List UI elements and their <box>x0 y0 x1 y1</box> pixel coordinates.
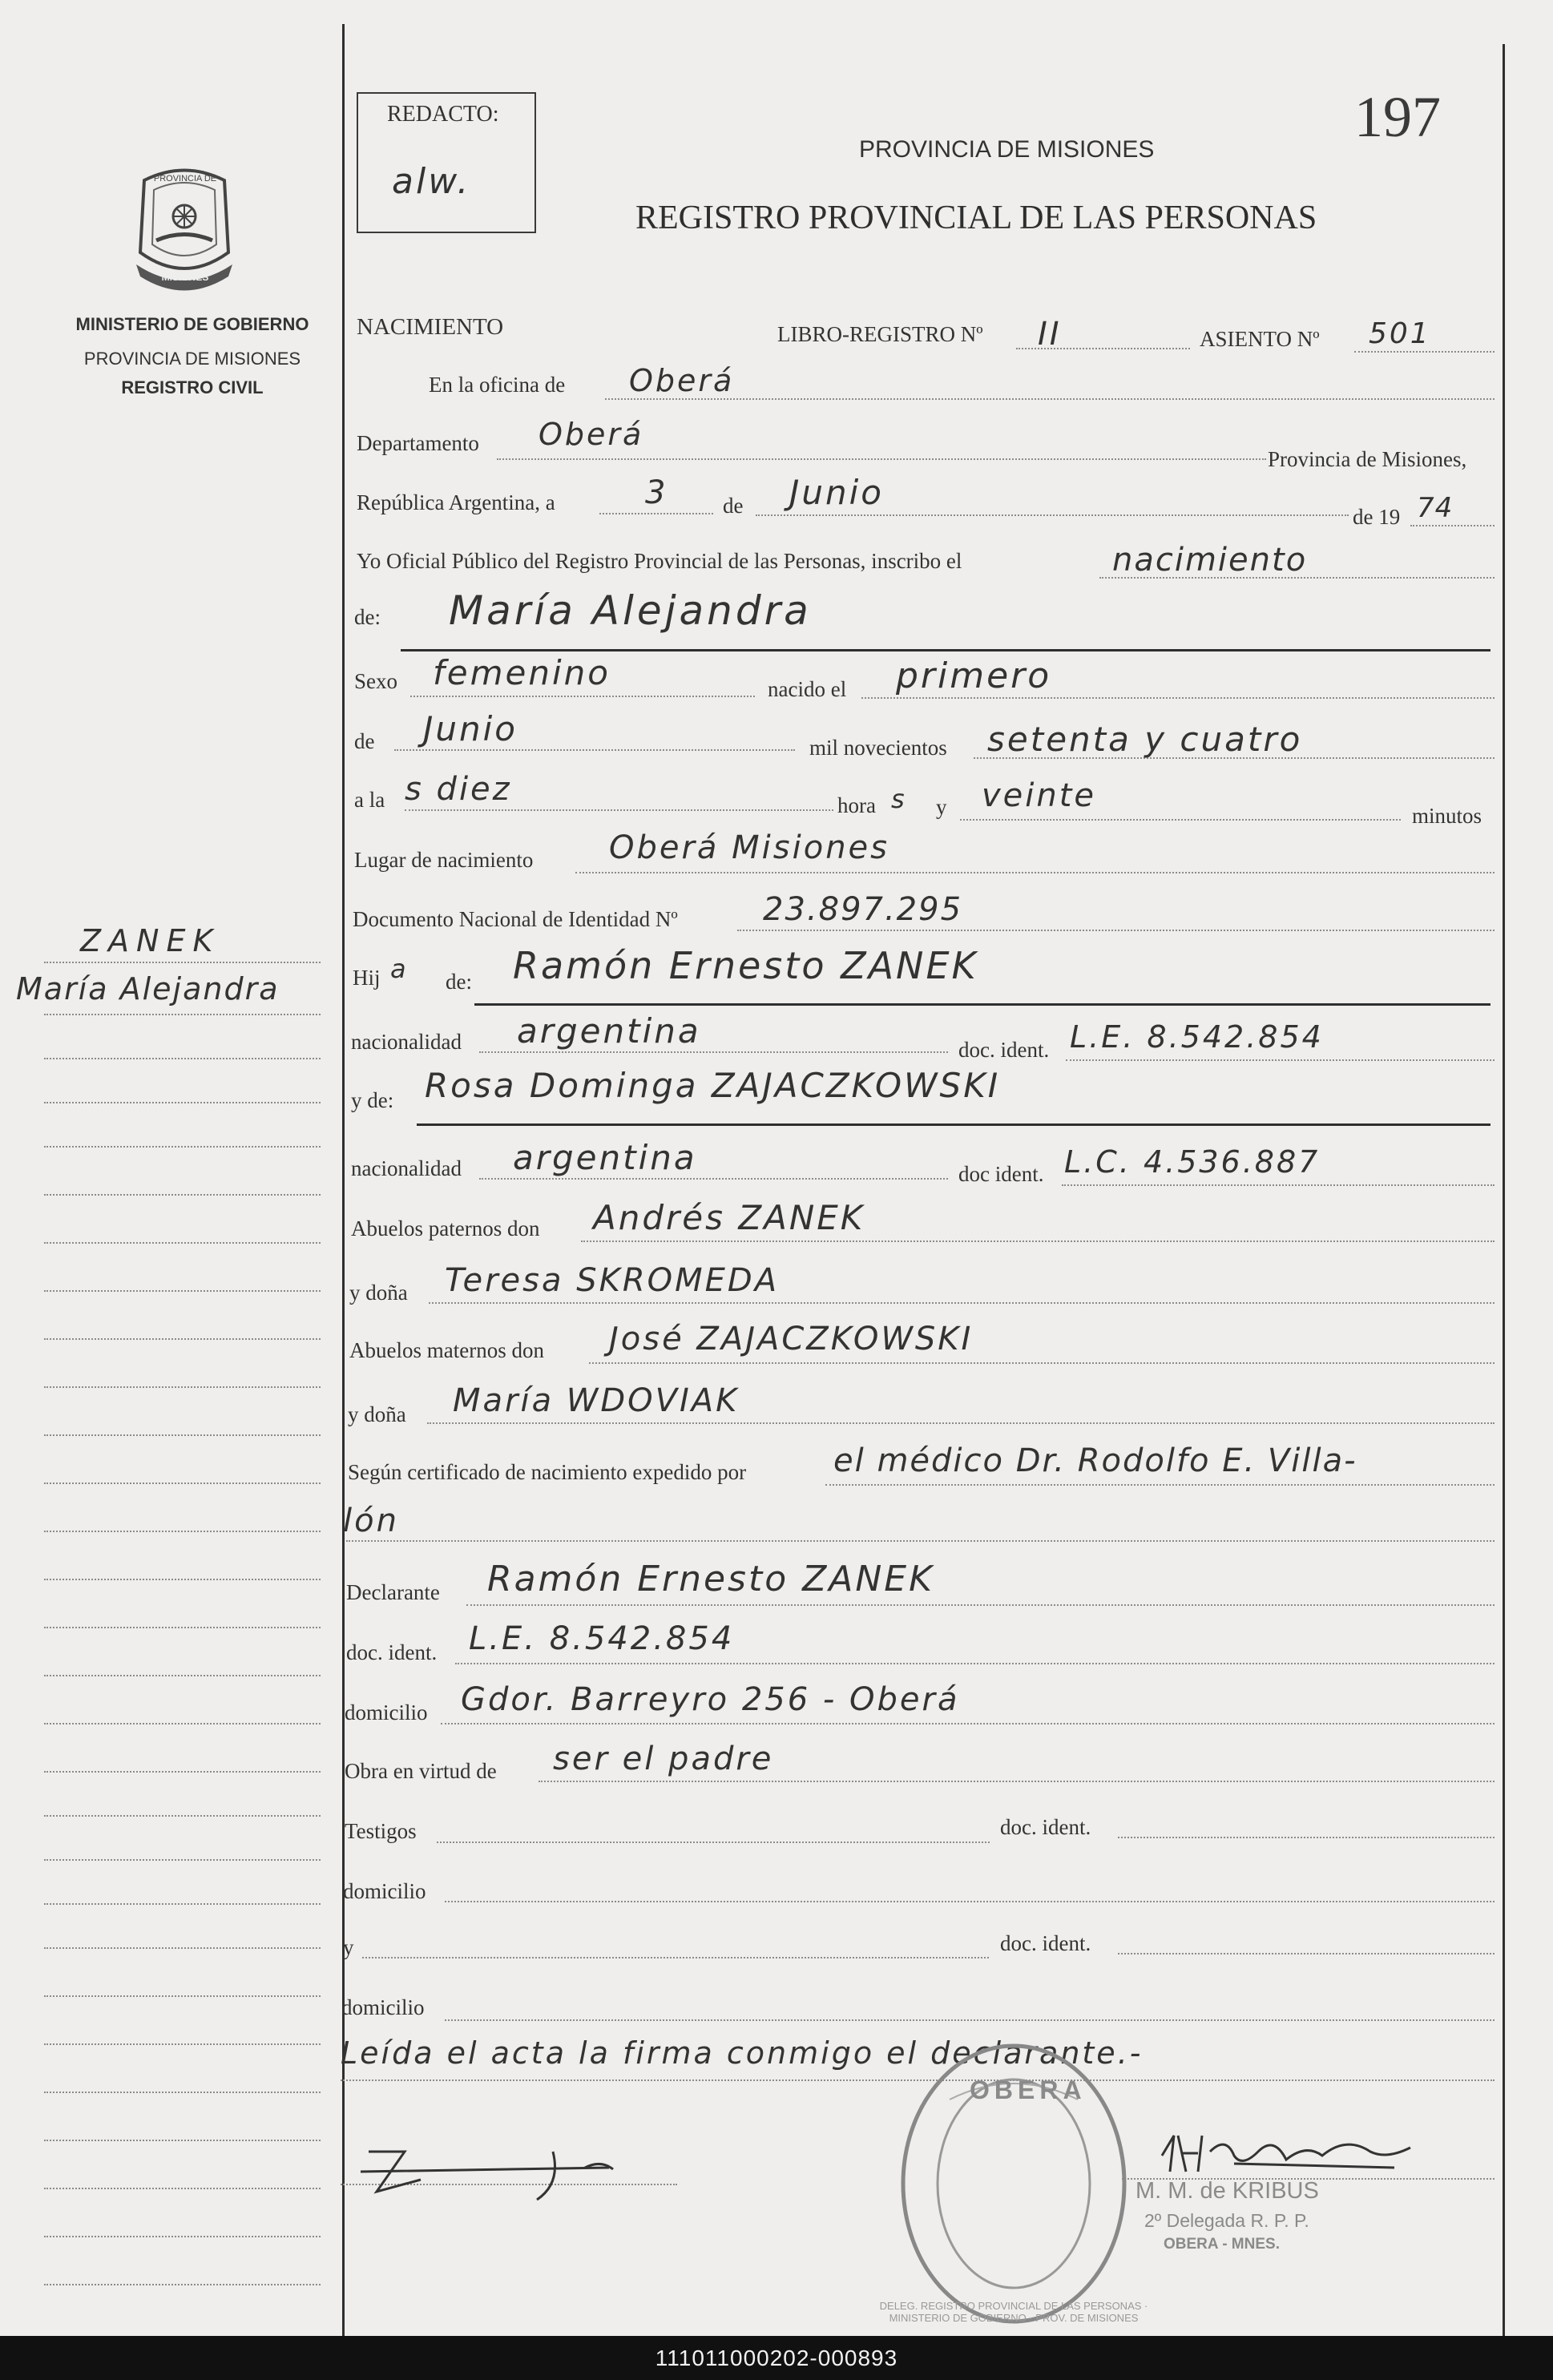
domicilio3-label: domicilio <box>341 1995 425 2019</box>
month2-value: Junio <box>423 709 518 748</box>
doc2-label: doc ident. <box>958 1162 1044 1186</box>
testigos-label: Testigos <box>345 1819 417 1843</box>
departamento-label: Departamento <box>357 431 479 455</box>
hij-label: Hij <box>353 966 381 990</box>
margin-surname: ZANEK <box>80 923 220 958</box>
doc1-label: doc. ident. <box>958 1038 1050 1062</box>
abuelos-maternos-label: Abuelos maternos don <box>349 1338 544 1362</box>
libro-value: II <box>1038 316 1062 353</box>
hour-value: s diez <box>405 771 512 808</box>
nacionalidad2-label: nacionalidad <box>351 1156 462 1180</box>
dni-value: 23.897.295 <box>763 891 963 928</box>
lugar-label: Lugar de nacimiento <box>354 848 534 872</box>
month-value: Junio <box>789 473 884 512</box>
right-vertical-rule <box>1503 44 1505 2336</box>
redacto-value: alw. <box>392 161 471 202</box>
minutos-label: minutos <box>1412 804 1482 828</box>
doc-declarante-value: L.E. 8.542.854 <box>469 1620 735 1657</box>
hij-de-label: de: <box>446 970 472 994</box>
lugar-value: Oberá Misiones <box>609 829 890 866</box>
ministry-label: MINISTERIO DE GOBIERNO <box>75 314 309 334</box>
margin-given-name: María Alejandra <box>16 971 280 1006</box>
yde-label: y de: <box>351 1088 394 1112</box>
redacto-box <box>357 92 536 233</box>
year-text-value: setenta y cuatro <box>987 720 1303 759</box>
abuelo-materno-value: José ZAJACZKOWSKI <box>609 1321 974 1357</box>
stamp-city: OBERA <box>970 2075 1087 2104</box>
record-type-label: NACIMIENTO <box>357 314 504 340</box>
nacionalidad1-label: nacionalidad <box>351 1030 462 1054</box>
abuelos-paternos-label: Abuelos paternos don <box>351 1216 540 1240</box>
departamento-value: Oberá <box>539 417 644 452</box>
sexo-value: femenino <box>433 653 611 692</box>
doc2-value: L.C. 4.536.887 <box>1064 1144 1321 1180</box>
declarant-signature-icon <box>345 2136 649 2208</box>
oficina-label: En la oficina de <box>429 373 566 397</box>
mother-name: Rosa Dominga ZAJACZKOWSKI <box>425 1066 1001 1105</box>
ala-label: a la <box>354 788 385 812</box>
provincia-suffix: Provincia de Misiones, <box>1268 447 1467 471</box>
nacionalidad1-value: argentina <box>517 1011 701 1051</box>
inscribo-value: nacimiento <box>1112 542 1308 579</box>
father-name: Ramón Ernesto ZANEK <box>513 944 978 987</box>
child-name: María Alejandra <box>449 587 812 634</box>
declarante-value: Ramón Ernesto ZANEK <box>487 1559 934 1599</box>
abuela-materna-value: María WDOVIAK <box>453 1382 740 1419</box>
year-value: 74 <box>1417 492 1454 524</box>
stamp-ring-text: DELEG. REGISTRO PROVINCIAL DE LAS PERSONAS · MINISTERIO DE GOBIERNO · PROV. DE MISIONES <box>879 2300 1148 2324</box>
left-vertical-rule <box>342 24 345 2336</box>
yo-oficial-text: Yo Oficial Público del Registro Provincial de las Personas, inscribo el <box>357 549 962 573</box>
asiento-label: ASIENTO Nº <box>1200 327 1320 351</box>
hij-suffix: a <box>390 954 409 984</box>
abuelo-paterno-value: Andrés ZANEK <box>593 1198 865 1237</box>
republica-label: República Argentina, a <box>357 490 555 514</box>
registry-label: REGISTRO CIVIL <box>121 377 264 397</box>
dona2-label: y doña <box>348 1402 406 1426</box>
hora-suffix: s <box>891 784 907 814</box>
day-value: 3 <box>645 474 668 511</box>
minutes-value: veinte <box>982 777 1097 814</box>
closing-statement: Leída el acta la firma conmigo el declarante.- <box>341 2035 1144 2071</box>
certificado-value: el médico Dr. Rodolfo E. Villa- <box>833 1442 1357 1479</box>
province-label: PROVINCIA DE MISIONES <box>83 349 301 369</box>
y-doc-label: doc. ident. <box>1000 1931 1091 1955</box>
year-prefix: de 19 <box>1353 505 1401 529</box>
sexo-label: Sexo <box>354 669 397 693</box>
domicilio-value: Gdor. Barreyro 256 - Oberá <box>461 1681 960 1718</box>
doc1-value: L.E. 8.542.854 <box>1070 1019 1324 1055</box>
official-name: M. M. de KRIBUS <box>1136 2178 1319 2204</box>
abuela-paterna-value: Teresa SKROMEDA <box>445 1262 780 1299</box>
official-place: OBERA - MNES. <box>1164 2236 1280 2253</box>
declarante-label: Declarante <box>346 1580 440 1604</box>
obra-value: ser el padre <box>553 1741 774 1777</box>
domicilio2-label: domicilio <box>343 1879 426 1903</box>
obra-label: Obra en virtud de <box>345 1759 497 1783</box>
doc-declarante-label: doc. ident. <box>346 1640 438 1664</box>
domicilio-label: domicilio <box>345 1700 428 1724</box>
nacido-value: primero <box>896 656 1052 696</box>
official-role: 2º Delegada R. P. P. <box>1144 2210 1309 2231</box>
y-testigo-label: y <box>343 1935 354 1959</box>
de-label: de <box>723 494 744 518</box>
redacto-label: REDACTO: <box>387 102 499 127</box>
asiento-value: 501 <box>1369 317 1431 350</box>
libro-label: LIBRO-REGISTRO Nº <box>777 322 983 346</box>
certificado-label: Según certificado de nacimiento expedido por <box>348 1460 747 1484</box>
oficina-value: Oberá <box>629 363 735 398</box>
province-heading: PROVINCIA DE MISIONES <box>859 136 1155 163</box>
de2-label: de <box>354 729 375 753</box>
nacido-label: nacido el <box>768 677 847 701</box>
testigos-doc-label: doc. ident. <box>1000 1815 1091 1839</box>
nacionalidad2-value: argentina <box>513 1138 697 1177</box>
footer-code: 111011000202-000893 <box>0 2336 1553 2380</box>
de-name-label: de: <box>354 605 381 629</box>
certificado-continuation: lón <box>343 1503 399 1539</box>
emblem-top-text: PROVINCIA DE <box>153 174 217 184</box>
dona1-label: y doña <box>349 1281 408 1305</box>
y-label: y <box>936 795 947 819</box>
mil-label: mil novecientos <box>809 736 947 760</box>
registry-title: REGISTRO PROVINCIAL DE LAS PERSONAS <box>635 200 1317 236</box>
hora-label: hora <box>837 793 876 817</box>
emblem-bottom-text: MISIONES <box>161 272 209 283</box>
page-number: 197 <box>1354 85 1441 149</box>
dni-label: Documento Nacional de Identidad Nº <box>353 907 678 931</box>
